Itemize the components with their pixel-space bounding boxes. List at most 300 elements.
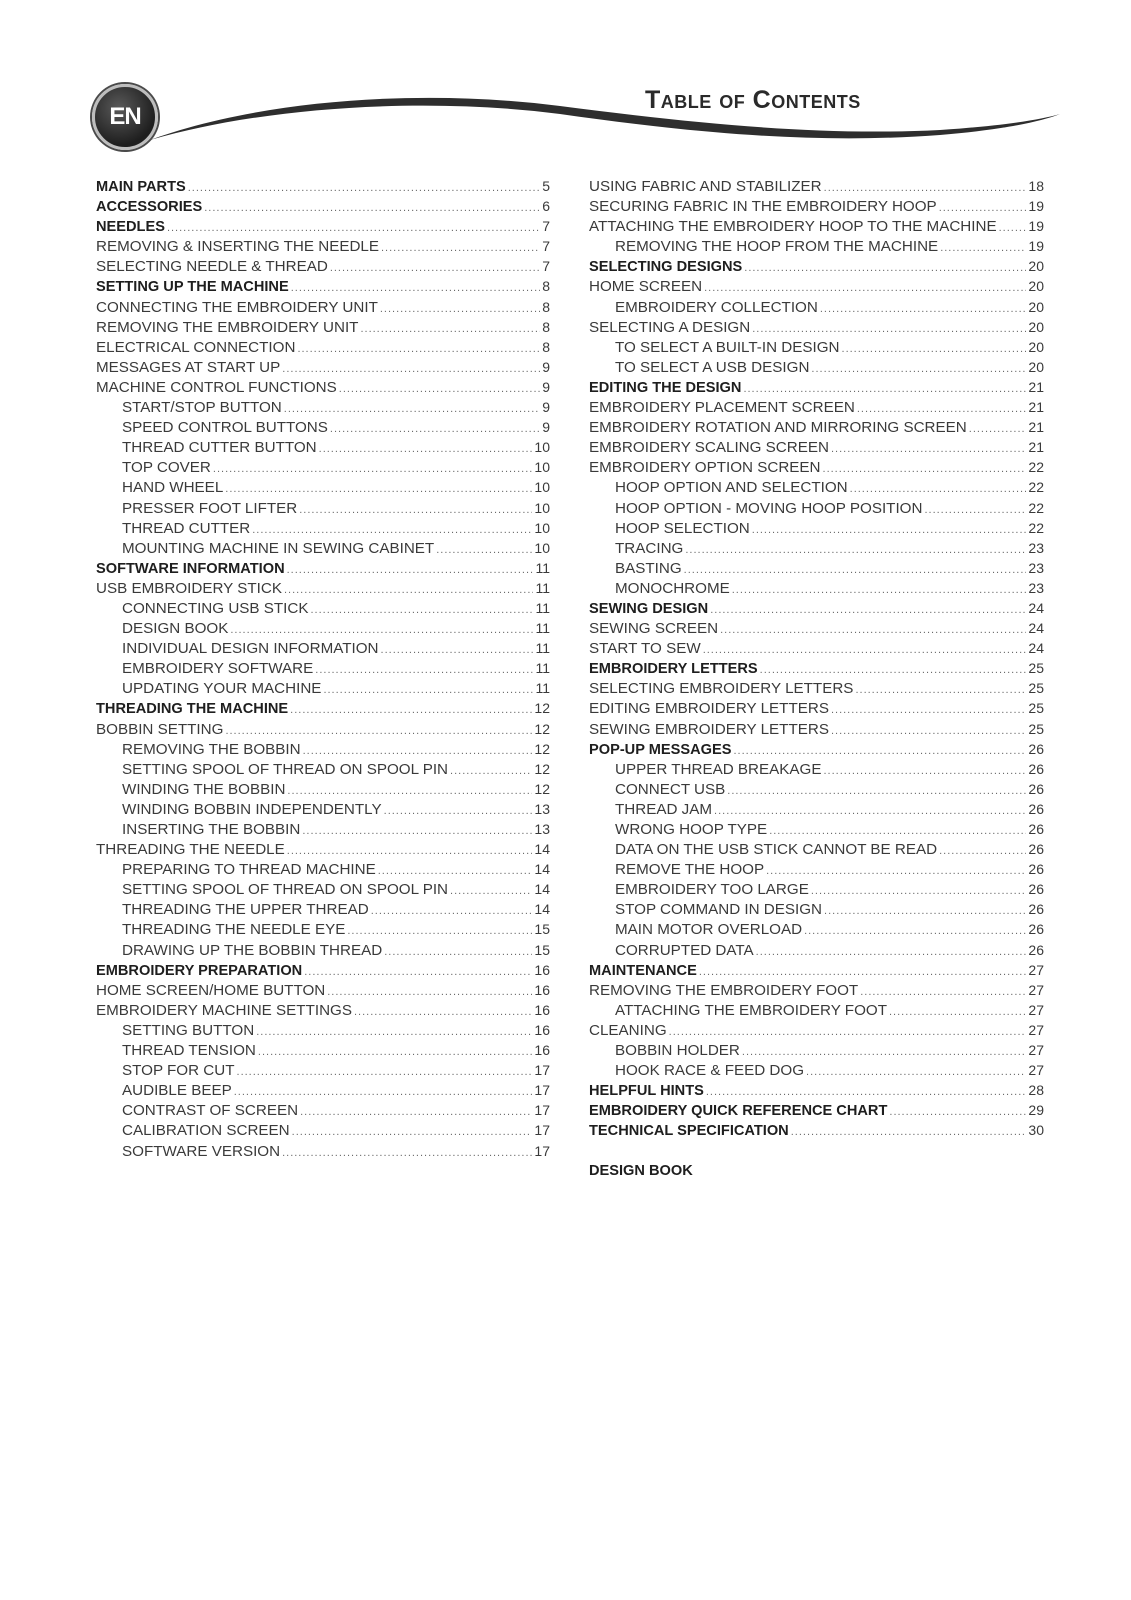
toc-entry[interactable] bbox=[589, 759, 1044, 779]
dot-leader bbox=[714, 801, 1026, 821]
toc-entry-page: 26 bbox=[1028, 780, 1044, 797]
dot-leader bbox=[213, 459, 533, 479]
toc-entry-page: 20 bbox=[1028, 338, 1044, 355]
toc-entry[interactable] bbox=[589, 236, 1044, 256]
toc-entry[interactable] bbox=[96, 879, 550, 899]
toc-entry[interactable] bbox=[589, 658, 1044, 678]
toc-entry-label: REMOVING THE BOBBIN bbox=[122, 740, 301, 758]
toc-entry-label: THREADING THE NEEDLE EYE bbox=[122, 921, 346, 939]
dot-leader bbox=[703, 640, 1027, 660]
toc-entry[interactable] bbox=[96, 357, 550, 377]
toc-entry[interactable] bbox=[96, 759, 550, 779]
toc-entry[interactable] bbox=[96, 558, 550, 578]
toc-entry[interactable] bbox=[589, 538, 1044, 558]
toc-entry-page: 26 bbox=[1028, 941, 1044, 958]
dot-leader bbox=[330, 419, 540, 439]
dot-leader bbox=[360, 319, 540, 339]
toc-entry[interactable] bbox=[589, 1120, 1044, 1140]
toc-entry[interactable] bbox=[589, 457, 1044, 477]
toc-entry-page: 15 bbox=[534, 921, 550, 938]
dot-leader bbox=[811, 359, 1026, 379]
dot-leader bbox=[732, 580, 1027, 600]
toc-entry-page: 12 bbox=[534, 720, 550, 737]
toc-entry[interactable] bbox=[589, 859, 1044, 879]
toc-entry-label: EDITING EMBROIDERY LETTERS bbox=[589, 700, 829, 718]
dot-leader bbox=[744, 258, 1026, 278]
toc-entry-label: WRONG HOOP TYPE bbox=[615, 821, 768, 838]
toc-entry-label: USING FABRIC AND STABILIZER bbox=[589, 178, 822, 195]
toc-entry[interactable] bbox=[96, 899, 550, 919]
toc-entry-page: 26 bbox=[1028, 841, 1044, 858]
dot-leader bbox=[282, 359, 540, 379]
toc-entry-page: 20 bbox=[1028, 278, 1044, 295]
toc-entry-page: 18 bbox=[1028, 178, 1044, 194]
toc-entry[interactable] bbox=[96, 819, 550, 839]
toc-entry-label: SOFTWARE VERSION bbox=[122, 1142, 281, 1160]
toc-entry-page: 23 bbox=[1028, 539, 1044, 556]
dot-leader bbox=[706, 1082, 1027, 1102]
toc-entry-page: 24 bbox=[1028, 599, 1044, 616]
toc-entry-page: 8 bbox=[542, 338, 550, 355]
toc-entry[interactable] bbox=[96, 1100, 550, 1120]
dot-leader bbox=[860, 982, 1026, 1002]
toc-entry-page: 29 bbox=[1028, 1102, 1044, 1119]
toc-entry-page: 28 bbox=[1028, 1082, 1044, 1099]
dot-leader bbox=[855, 680, 1026, 700]
toc-entry-page: 17 bbox=[534, 1142, 550, 1159]
toc-entry[interactable] bbox=[96, 538, 550, 558]
dot-leader bbox=[710, 600, 1026, 620]
toc-entry[interactable] bbox=[96, 960, 550, 980]
dot-leader bbox=[347, 921, 532, 941]
toc-entry-page: 19 bbox=[1028, 218, 1044, 235]
toc-entry-page: 25 bbox=[1028, 660, 1044, 677]
toc-entry[interactable] bbox=[96, 839, 550, 859]
toc-entry[interactable] bbox=[96, 1080, 550, 1100]
toc-entry[interactable] bbox=[589, 960, 1044, 980]
toc-entry-page: 20 bbox=[1028, 258, 1044, 275]
toc-entry[interactable] bbox=[96, 658, 550, 678]
dot-leader bbox=[743, 379, 1026, 399]
dot-leader bbox=[831, 721, 1026, 741]
toc-entry-page: 16 bbox=[534, 1042, 550, 1059]
toc-entry[interactable] bbox=[96, 457, 550, 477]
toc-entry-page: 8 bbox=[542, 278, 550, 295]
toc-entry-label: HOOP SELECTION bbox=[615, 519, 750, 537]
toc-entry-label: REMOVING THE EMBROIDERY UNIT bbox=[96, 318, 359, 336]
toc-entry[interactable] bbox=[589, 317, 1044, 337]
dot-leader bbox=[999, 218, 1027, 238]
toc-entry-label: MACHINE CONTROL FUNCTIONS bbox=[96, 378, 337, 396]
toc-entry-page: 23 bbox=[1028, 579, 1044, 596]
toc-entry-label: HOOP OPTION - MOVING HOOP POSITION bbox=[615, 499, 923, 517]
toc-entry-label: WINDING THE BOBBIN bbox=[122, 780, 286, 798]
toc-entry-label: POP-UP MESSAGES bbox=[589, 741, 732, 758]
toc-entry[interactable] bbox=[589, 196, 1044, 216]
toc-entry[interactable] bbox=[589, 879, 1044, 899]
toc-entry-label: TOP COVER bbox=[122, 459, 211, 477]
toc-entry[interactable] bbox=[96, 256, 550, 276]
toc-entry[interactable] bbox=[96, 377, 550, 397]
dot-leader bbox=[290, 700, 532, 720]
toc-entry[interactable] bbox=[589, 919, 1044, 939]
toc-entry[interactable] bbox=[96, 678, 550, 698]
toc-entry[interactable] bbox=[96, 176, 550, 196]
toc-entry-page: 14 bbox=[534, 881, 550, 898]
dot-leader bbox=[733, 741, 1026, 761]
toc-entry-label: ATTACHING THE EMBROIDERY FOOT bbox=[615, 1001, 887, 1019]
dot-leader bbox=[258, 1042, 533, 1062]
toc-entry-page: 26 bbox=[1028, 881, 1044, 898]
toc-entry-label: SOFTWARE INFORMATION bbox=[96, 560, 285, 577]
toc-entry[interactable] bbox=[589, 337, 1044, 357]
toc-entry-page: 16 bbox=[534, 981, 550, 998]
toc-entry[interactable] bbox=[589, 578, 1044, 598]
toc-entry-label: MAIN MOTOR OVERLOAD bbox=[615, 921, 803, 939]
toc-entry[interactable] bbox=[96, 980, 550, 1000]
dot-leader bbox=[378, 861, 533, 881]
toc-entry-label: CLEANING bbox=[589, 1021, 667, 1039]
design-book-section[interactable]: DESIGN BOOK bbox=[589, 1162, 693, 1179]
toc-entry-page: 12 bbox=[534, 700, 550, 717]
toc-entry-label: CONNECTING THE EMBROIDERY UNIT bbox=[96, 298, 378, 316]
dot-leader bbox=[230, 620, 533, 640]
toc-entry[interactable] bbox=[589, 297, 1044, 317]
toc-entry-page: 24 bbox=[1028, 620, 1044, 637]
dot-leader bbox=[824, 761, 1027, 781]
toc-entry[interactable] bbox=[589, 779, 1044, 799]
toc-entry-page: 25 bbox=[1028, 680, 1044, 697]
toc-entry-page: 7 bbox=[542, 258, 550, 275]
dot-leader bbox=[850, 479, 1027, 499]
toc-entry-label: NEEDLES bbox=[96, 219, 165, 236]
toc-entry-label: THREAD CUTTER BUTTON bbox=[122, 439, 317, 457]
toc-entry[interactable] bbox=[589, 1080, 1044, 1100]
dot-leader bbox=[381, 238, 540, 258]
toc-entry-page: 10 bbox=[534, 519, 550, 536]
dot-leader bbox=[297, 339, 540, 359]
dot-leader bbox=[752, 319, 1026, 339]
toc-entry-page: 17 bbox=[534, 1122, 550, 1139]
toc-entry-label: MONOCHROME bbox=[615, 579, 730, 597]
toc-entry-label: REMOVING THE HOOP FROM THE MACHINE bbox=[615, 238, 939, 256]
toc-entry[interactable] bbox=[589, 739, 1044, 759]
toc-entry-label: EMBROIDERY COLLECTION bbox=[615, 298, 818, 316]
toc-entry-label: ATTACHING THE EMBROIDERY HOOP TO THE MACHINE bbox=[589, 218, 997, 236]
toc-entry[interactable] bbox=[589, 498, 1044, 518]
toc-entry-page: 9 bbox=[542, 378, 550, 395]
toc-entry[interactable] bbox=[589, 357, 1044, 377]
toc-entry-page: 13 bbox=[534, 800, 550, 817]
toc-entry[interactable] bbox=[589, 377, 1044, 397]
toc-entry-page: 20 bbox=[1028, 318, 1044, 335]
toc-entry[interactable] bbox=[589, 618, 1044, 638]
toc-entry[interactable] bbox=[96, 1060, 550, 1080]
toc-entry[interactable] bbox=[589, 819, 1044, 839]
dot-leader bbox=[924, 500, 1026, 520]
dot-leader bbox=[699, 962, 1027, 982]
dot-leader bbox=[806, 1062, 1026, 1082]
toc-entry-label: CONNECT USB bbox=[615, 780, 726, 798]
toc-entry-page: 21 bbox=[1028, 378, 1044, 395]
toc-entry[interactable] bbox=[589, 678, 1044, 698]
toc-entry-page: 26 bbox=[1028, 740, 1044, 757]
toc-entry[interactable] bbox=[589, 417, 1044, 437]
toc-entry-page: 22 bbox=[1028, 519, 1044, 536]
toc-entry[interactable] bbox=[96, 578, 550, 598]
toc-entry-page: 16 bbox=[534, 1001, 550, 1018]
toc-entry-page: 26 bbox=[1028, 760, 1044, 777]
dot-leader bbox=[720, 620, 1026, 640]
spacer bbox=[589, 1141, 1044, 1161]
toc-entry[interactable] bbox=[589, 518, 1044, 538]
toc-entry-label: SELECTING DESIGNS bbox=[589, 259, 743, 276]
dot-leader bbox=[284, 399, 540, 419]
toc-entry[interactable] bbox=[589, 437, 1044, 457]
toc-entry-label: EMBROIDERY QUICK REFERENCE CHART bbox=[589, 1103, 888, 1120]
toc-entry[interactable] bbox=[589, 216, 1044, 236]
toc-entry[interactable] bbox=[96, 518, 550, 538]
toc-entry[interactable] bbox=[589, 558, 1044, 578]
toc-entry[interactable] bbox=[96, 940, 550, 960]
toc-entry[interactable] bbox=[589, 1040, 1044, 1060]
toc-entry-page: 8 bbox=[542, 298, 550, 315]
toc-entry-label: ELECTRICAL CONNECTION bbox=[96, 338, 296, 356]
dot-leader bbox=[291, 278, 540, 298]
toc-entry[interactable] bbox=[589, 719, 1044, 739]
dot-leader bbox=[287, 560, 534, 580]
toc-entry[interactable] bbox=[96, 337, 550, 357]
dot-leader bbox=[225, 479, 532, 499]
dot-leader bbox=[742, 1042, 1027, 1062]
dot-leader bbox=[311, 600, 534, 620]
toc-entry[interactable] bbox=[589, 638, 1044, 658]
toc-entry[interactable] bbox=[589, 1020, 1044, 1040]
toc-entry-page: 11 bbox=[535, 640, 550, 657]
toc-entry-label: BOBBIN SETTING bbox=[96, 720, 224, 738]
toc-entry-page: 24 bbox=[1028, 640, 1044, 657]
toc-entry[interactable] bbox=[96, 1040, 550, 1060]
toc-entry-label: BASTING bbox=[615, 559, 682, 577]
toc-entry-label: REMOVING THE EMBROIDERY FOOT bbox=[589, 981, 859, 999]
toc-entry-label: TO SELECT A BUILT-IN DESIGN bbox=[615, 338, 840, 356]
toc-entry-page: 5 bbox=[542, 178, 550, 194]
dot-leader bbox=[319, 439, 533, 459]
toc-entry[interactable] bbox=[96, 1141, 550, 1161]
toc-entry-page: 10 bbox=[534, 439, 550, 456]
dot-leader bbox=[669, 1022, 1027, 1042]
toc-entry[interactable] bbox=[96, 196, 550, 216]
toc-entry-label: EDITING THE DESIGN bbox=[589, 379, 742, 396]
dot-leader bbox=[824, 901, 1026, 921]
toc-entry[interactable] bbox=[96, 698, 550, 718]
toc-entry[interactable] bbox=[96, 276, 550, 296]
toc-entry[interactable] bbox=[96, 417, 550, 437]
dot-leader bbox=[889, 1002, 1026, 1022]
toc-entry[interactable] bbox=[96, 397, 550, 417]
toc-entry[interactable] bbox=[589, 1000, 1044, 1020]
toc-entry-page: 22 bbox=[1028, 479, 1044, 496]
toc-entry-page: 27 bbox=[1028, 961, 1044, 978]
toc-entry-label: EMBROIDERY SOFTWARE bbox=[122, 660, 314, 678]
toc-entry-label: HOOK RACE & FEED DOG bbox=[615, 1062, 805, 1080]
toc-entry-label: EMBROIDERY TOO LARGE bbox=[615, 881, 809, 899]
toc-entry-page: 26 bbox=[1028, 921, 1044, 938]
toc-entry-label: MAIN PARTS bbox=[96, 179, 186, 195]
toc-entry[interactable] bbox=[96, 1000, 550, 1020]
dot-leader bbox=[939, 198, 1027, 218]
toc-entry-page: 25 bbox=[1028, 700, 1044, 717]
toc-entry-label: THREAD TENSION bbox=[122, 1042, 256, 1060]
toc-entry-page: 22 bbox=[1028, 499, 1044, 516]
dot-leader bbox=[769, 821, 1026, 841]
toc-entry-label: EMBROIDERY OPTION SCREEN bbox=[589, 459, 821, 477]
toc-entry[interactable] bbox=[589, 477, 1044, 497]
toc-entry-page: 12 bbox=[534, 740, 550, 757]
toc-entry[interactable] bbox=[589, 940, 1044, 960]
toc-entry[interactable] bbox=[589, 256, 1044, 276]
toc-entry[interactable] bbox=[96, 477, 550, 497]
dot-leader bbox=[823, 459, 1027, 479]
toc-entry-page: 26 bbox=[1028, 800, 1044, 817]
toc-entry[interactable] bbox=[96, 779, 550, 799]
toc-entry-page: 12 bbox=[534, 760, 550, 777]
dot-leader bbox=[323, 680, 533, 700]
toc-entry-label: INSERTING THE BOBBIN bbox=[122, 821, 301, 838]
dot-leader bbox=[315, 660, 533, 680]
toc-entry-page: 14 bbox=[534, 841, 550, 858]
toc-entry-label: DATA ON THE USB STICK CANNOT BE READ bbox=[615, 841, 938, 859]
dot-leader bbox=[287, 841, 533, 861]
language-badge bbox=[92, 84, 158, 150]
toc-entry-page: 17 bbox=[534, 1062, 550, 1079]
toc-entry[interactable] bbox=[589, 839, 1044, 859]
toc-entry-page: 17 bbox=[534, 1102, 550, 1119]
dot-leader bbox=[824, 178, 1027, 198]
toc-entry-label: SEWING SCREEN bbox=[589, 620, 719, 638]
dot-leader bbox=[282, 1143, 532, 1163]
toc-entry[interactable] bbox=[589, 698, 1044, 718]
dot-leader bbox=[436, 540, 532, 560]
toc-entry-label: HOME SCREEN/HOME BUTTON bbox=[96, 981, 326, 999]
toc-entry[interactable] bbox=[96, 618, 550, 638]
toc-entry[interactable] bbox=[96, 859, 550, 879]
toc-entry-page: 27 bbox=[1028, 1021, 1044, 1038]
dot-leader bbox=[167, 218, 540, 238]
dot-leader bbox=[940, 238, 1026, 258]
dot-leader bbox=[811, 881, 1027, 901]
dot-leader bbox=[766, 861, 1026, 881]
toc-entry-page: 15 bbox=[534, 941, 550, 958]
toc-entry-page: 7 bbox=[542, 218, 550, 235]
toc-entry[interactable] bbox=[589, 176, 1044, 196]
toc-entry[interactable] bbox=[589, 1060, 1044, 1080]
toc-entry-label: CORRUPTED DATA bbox=[615, 941, 754, 959]
toc-entry-label: SETTING BUTTON bbox=[122, 1021, 255, 1039]
toc-entry-page: 22 bbox=[1028, 459, 1044, 476]
dot-leader bbox=[804, 921, 1026, 941]
toc-entry[interactable] bbox=[96, 498, 550, 518]
dot-leader bbox=[450, 881, 532, 901]
dot-leader bbox=[704, 278, 1026, 298]
toc-entry-label: SECURING FABRIC IN THE EMBROIDERY HOOP bbox=[589, 198, 937, 216]
toc-entry[interactable] bbox=[96, 1120, 550, 1140]
toc-entry[interactable] bbox=[96, 1020, 550, 1040]
toc-entry-page: 19 bbox=[1028, 238, 1044, 255]
toc-entry-page: 30 bbox=[1028, 1122, 1044, 1139]
toc-entry-label: SELECTING NEEDLE & THREAD bbox=[96, 258, 328, 276]
dot-leader bbox=[234, 1082, 533, 1102]
toc-entry[interactable] bbox=[96, 297, 550, 317]
toc-entry-label: CONNECTING USB STICK bbox=[122, 599, 309, 617]
toc-entry[interactable] bbox=[96, 236, 550, 256]
toc-entry-page: 11 bbox=[535, 660, 550, 677]
toc-entry-label: SEWING EMBROIDERY LETTERS bbox=[589, 720, 829, 738]
toc-entry-label: START/STOP BUTTON bbox=[122, 399, 282, 417]
toc-entry[interactable] bbox=[589, 980, 1044, 1000]
toc-entry-label: USB EMBROIDERY STICK bbox=[96, 579, 282, 597]
toc-entry[interactable] bbox=[96, 598, 550, 618]
toc-entry-label: BOBBIN HOLDER bbox=[615, 1042, 740, 1060]
page-header bbox=[0, 0, 1131, 170]
toc-entry-page: 10 bbox=[534, 539, 550, 556]
toc-entry-label: PRESSER FOOT LIFTER bbox=[122, 499, 298, 517]
dot-leader bbox=[820, 299, 1027, 319]
dot-leader bbox=[292, 1122, 533, 1142]
dot-leader bbox=[299, 500, 532, 520]
toc-entry[interactable] bbox=[96, 216, 550, 236]
toc-entry[interactable] bbox=[589, 799, 1044, 819]
toc-left-column bbox=[96, 176, 550, 1161]
toc-entry[interactable] bbox=[96, 638, 550, 658]
toc-entry-page: 27 bbox=[1028, 1062, 1044, 1079]
dot-leader bbox=[300, 1102, 532, 1122]
toc-entry-label: TRACING bbox=[615, 539, 684, 557]
dot-leader bbox=[287, 781, 532, 801]
toc-entry-label: MOUNTING MACHINE IN SEWING CABINET bbox=[122, 539, 435, 557]
toc-entry-label: SETTING UP THE MACHINE bbox=[96, 279, 289, 296]
toc-entry[interactable] bbox=[96, 919, 550, 939]
toc-entry-label: HAND WHEEL bbox=[122, 479, 224, 497]
toc-entry[interactable] bbox=[96, 437, 550, 457]
toc-entry-page: 19 bbox=[1028, 198, 1044, 215]
toc-entry-label: CALIBRATION SCREEN bbox=[122, 1122, 290, 1140]
toc-entry-label: START TO SEW bbox=[589, 640, 701, 658]
toc-entry-label: THREAD JAM bbox=[615, 800, 713, 818]
toc-entry-page: 9 bbox=[542, 419, 550, 436]
dot-leader bbox=[685, 540, 1026, 560]
dot-leader bbox=[327, 982, 532, 1002]
toc-entry-page: 21 bbox=[1028, 399, 1044, 416]
toc-entry-label: TECHNICAL SPECIFICATION bbox=[589, 1123, 789, 1140]
toc-entry[interactable] bbox=[589, 397, 1044, 417]
page-title: Table of Contents bbox=[645, 86, 861, 114]
toc-entry-label: HOOP OPTION AND SELECTION bbox=[615, 479, 848, 497]
dot-leader bbox=[225, 721, 532, 741]
toc-entry-label: DRAWING UP THE BOBBIN THREAD bbox=[122, 941, 383, 959]
toc-entry[interactable] bbox=[96, 799, 550, 819]
toc-entry[interactable] bbox=[589, 598, 1044, 618]
toc-entry[interactable] bbox=[589, 899, 1044, 919]
toc-entry[interactable] bbox=[589, 276, 1044, 296]
toc-entry[interactable] bbox=[96, 719, 550, 739]
dot-leader bbox=[842, 339, 1027, 359]
toc-entry-page: 11 bbox=[535, 599, 550, 616]
toc-entry[interactable] bbox=[96, 317, 550, 337]
toc-entry[interactable] bbox=[96, 739, 550, 759]
toc-entry[interactable] bbox=[589, 1100, 1044, 1120]
dot-leader bbox=[381, 640, 534, 660]
